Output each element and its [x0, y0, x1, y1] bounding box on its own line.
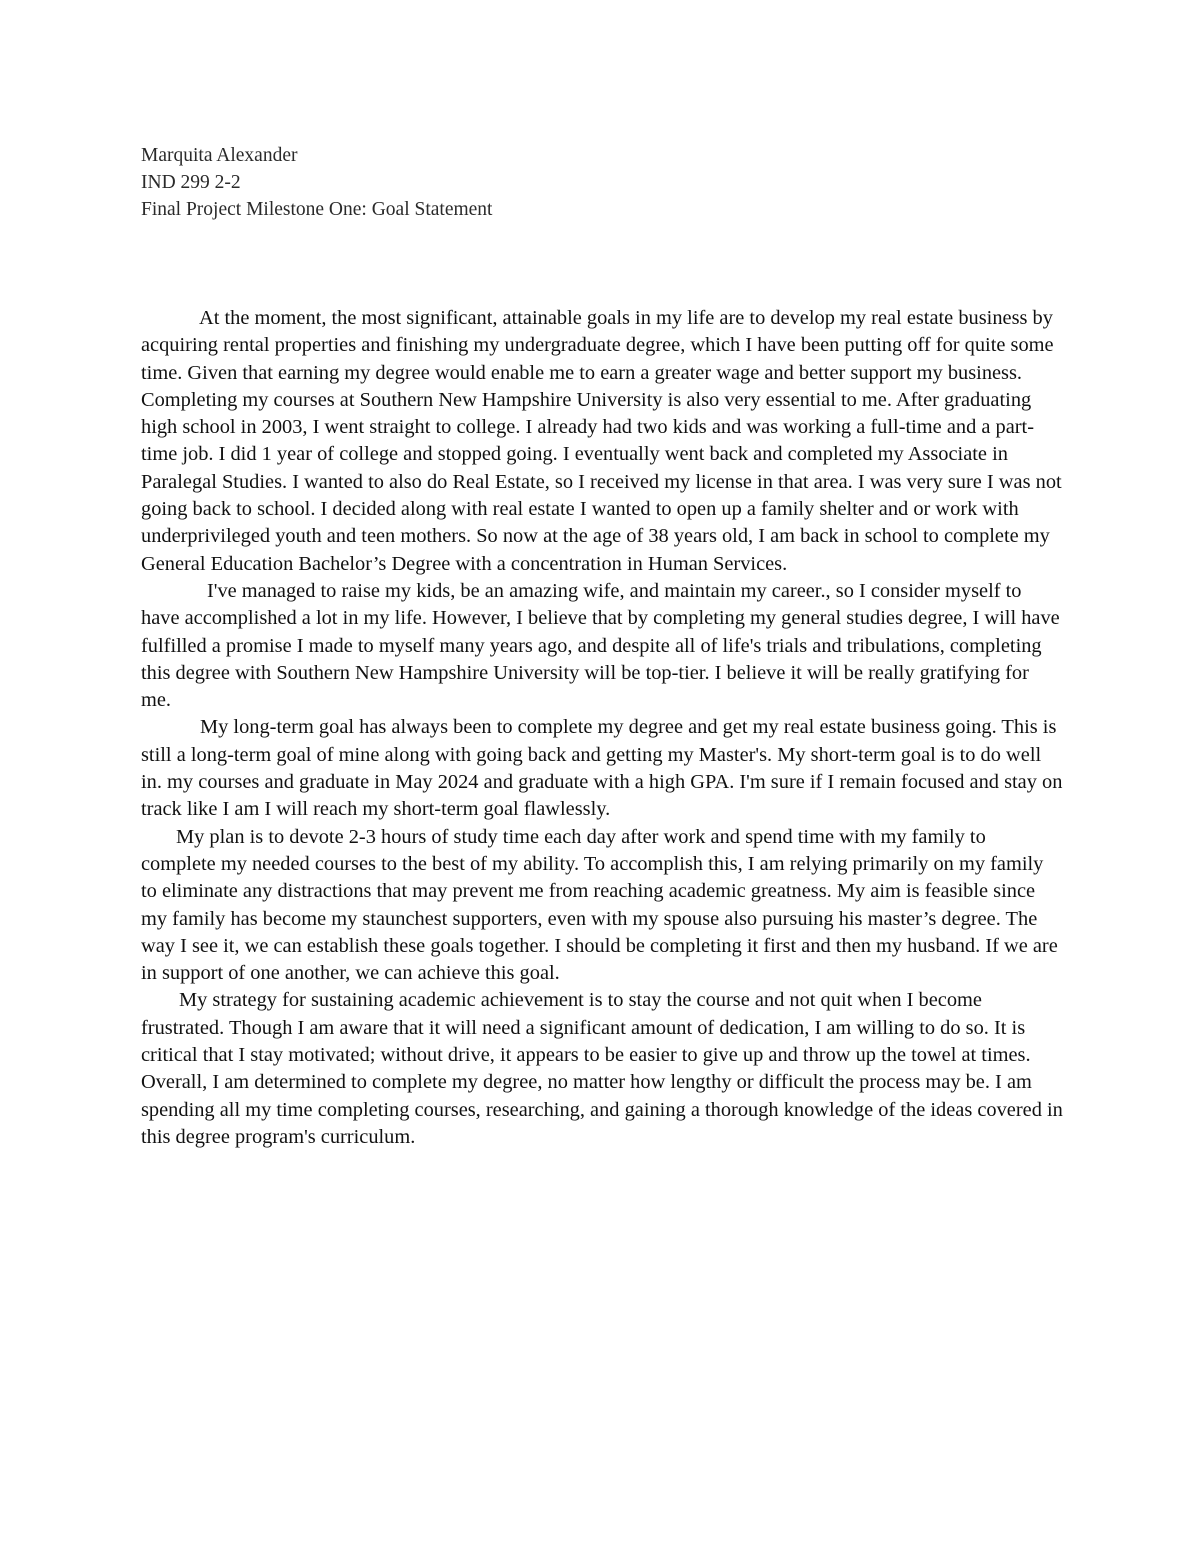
paragraph: My plan is to devote 2-3 hours of study time each day after work and spend time with my family to complete my needed courses to the best of my ability. To accomplish this, I am relying primarily on my family to eliminate any distractions that may prevent me from reaching academic greatness. My aim is feasible since my family has become my staunchest supporters, even with my spouse also pursuing his master’s degree. The way I see it, we can establish these goals together. I should be completing it first and then my husband. If we are in support of one another, we can achieve this goal.: [141, 825, 1058, 985]
paragraph: I've managed to raise my kids, be an amazing wife, and maintain my career., so I consider myself to have accomplished a lot in my life. However, I believe that by completing my general studies degree, I will have fulfilled a promise I made to myself many years ago, and despite all of life's trials and tribulations, completing this degree with Southern New Hampshire University will be top-tier. I believe it will be really gratifying for me.: [141, 579, 1060, 712]
document-body: [141, 305, 1063, 1151]
paragraph: My strategy for sustaining academic achievement is to stay the course and not quit when I become frustrated. Though I am aware that it will need a significant amount of dedication, I am willing to do so. It is critical that I stay motivated; without drive, it appears to be easier to give up and throw up the towel at times. Overall, I am determined to complete my degree, no matter how lengthy or difficult the process may be. I am spending all my time completing courses, researching, and gaining a thorough knowledge of the ideas covered in this degree program's curriculum.: [141, 989, 1063, 1148]
course-code: IND 299 2-2: [141, 172, 241, 193]
author-name: Marquita Alexander: [141, 145, 298, 166]
paragraph: At the moment, the most significant, attainable goals in my life are to develop my real estate business by acquiring rental properties and finishing my undergraduate degree, which I have been putting off for quite some time. Given that earning my degree would enable me to earn a greater wage and better support my business. Completing my courses at Southern New Hampshire University is also very essential to me. After graduating high school in 2003, I went straight to college. I already had two kids and was working a full-time and a part-time job. I did 1 year of college and stopped going. I eventually went back and completed my Associate in Paralegal Studies. I wanted to also do Real Estate, so I received my license in that area. I was very sure I was not going back to school. I decided along with real estate I wanted to open up a family shelter and or work with underprivileged youth and teen mothers. So now at the age of 38 years old, I am back in school to complete my General Education Bachelor’s Degree with a concentration in Human Services.: [141, 307, 1062, 575]
paragraph: My long-term goal has always been to complete my degree and get my real estate business going. This is still a long-term goal of mine along with going back and getting my Master's. My short-term goal is to do well in. my courses and graduate in May 2024 and graduate with a high GPA. I'm sure if I remain focused and stay on track like I am I will reach my short-term goal flawlessly.: [141, 716, 1063, 821]
document-header: [141, 142, 1071, 223]
assignment-title: Final Project Milestone One: Goal Statement: [141, 199, 493, 220]
